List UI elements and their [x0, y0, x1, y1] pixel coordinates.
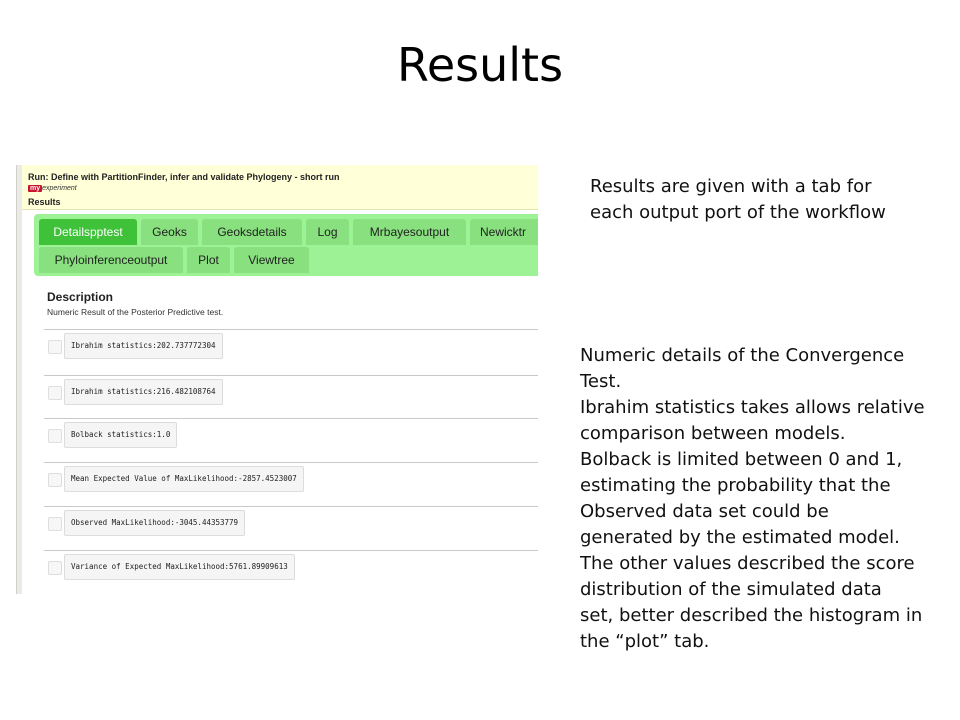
- tab-log[interactable]: Log: [306, 219, 349, 245]
- stat-value: Observed MaxLikelihood:-3045.44353779: [64, 510, 245, 536]
- stat-row: [44, 418, 538, 453]
- stat-value: Variance of Expected MaxLikelihood:5761.89909613: [64, 554, 295, 580]
- row-checkbox[interactable]: [48, 386, 62, 400]
- stat-value: Ibrahim statistics:216.482108764: [64, 379, 223, 405]
- stat-row: [44, 375, 538, 410]
- stat-value: Mean Expected Value of MaxLikelihood:-2857.4523007: [64, 466, 304, 492]
- caption-line: Ibrahim statistics takes allows relative: [580, 397, 925, 418]
- myexperiment-logo[interactable]: [28, 184, 77, 193]
- run-header: [22, 165, 538, 210]
- caption-line: the “plot” tab.: [580, 631, 710, 652]
- stat-value: Ibrahim statistics:202.737772304: [64, 333, 223, 359]
- row-checkbox[interactable]: [48, 429, 62, 443]
- output-tab-bar: [34, 214, 538, 276]
- tab-mrbayesoutput[interactable]: Mrbayesoutput: [353, 219, 466, 245]
- logo-experiment: experiment: [42, 185, 77, 192]
- caption-line: comparison between models.: [580, 423, 846, 444]
- tab-newicktree[interactable]: Newicktr: [470, 219, 538, 245]
- logo-my: my: [30, 185, 41, 192]
- results-screenshot: [16, 165, 538, 594]
- description-text: Numeric Result of the Posterior Predictive test.: [47, 307, 224, 317]
- tab-plot[interactable]: Plot: [187, 247, 230, 273]
- caption-line: distribution of the simulated data: [580, 579, 882, 600]
- stat-row: [44, 506, 538, 541]
- row-checkbox[interactable]: [48, 473, 62, 487]
- stat-row: [44, 462, 538, 497]
- caption-line: estimating the probability that the: [580, 475, 891, 496]
- caption-line: Bolback is limited between 0 and 1,: [580, 449, 903, 470]
- caption-line: set, better described the histogram in: [580, 605, 923, 626]
- description-title: Description: [47, 290, 114, 304]
- tab-geoks[interactable]: Geoks: [141, 219, 198, 245]
- tabs-caption: [590, 174, 950, 226]
- row-checkbox[interactable]: [48, 340, 62, 354]
- caption-line: Observed data set could be: [580, 501, 829, 522]
- caption-line: each output port of the workflow: [590, 202, 886, 223]
- results-label: Results: [28, 197, 61, 207]
- row-checkbox[interactable]: [48, 517, 62, 531]
- tab-geoksdetails[interactable]: Geoksdetails: [202, 219, 302, 245]
- row-checkbox[interactable]: [48, 561, 62, 575]
- screenshot-content: [22, 165, 538, 594]
- caption-line: generated by the estimated model.: [580, 527, 900, 548]
- stat-row: [44, 329, 538, 364]
- caption-line: Test.: [580, 371, 622, 392]
- caption-line: Numeric details of the Convergence: [580, 345, 905, 366]
- tab-detailspptest[interactable]: Detailspptest: [39, 219, 137, 245]
- tab-phyloinferenceoutput[interactable]: Phyloinferenceoutput: [39, 247, 183, 273]
- caption-line: Results are given with a tab for: [590, 176, 872, 197]
- slide-title: Results: [396, 38, 564, 92]
- stat-value: Bolback statistics:1.0: [64, 422, 177, 448]
- run-title: Run: Define with PartitionFinder, infer and validate Phylogeny - short run: [28, 172, 340, 182]
- details-caption: [580, 343, 958, 655]
- stat-row: [44, 550, 538, 585]
- caption-line: The other values described the score: [580, 553, 915, 574]
- tab-viewtree[interactable]: Viewtree: [234, 247, 309, 273]
